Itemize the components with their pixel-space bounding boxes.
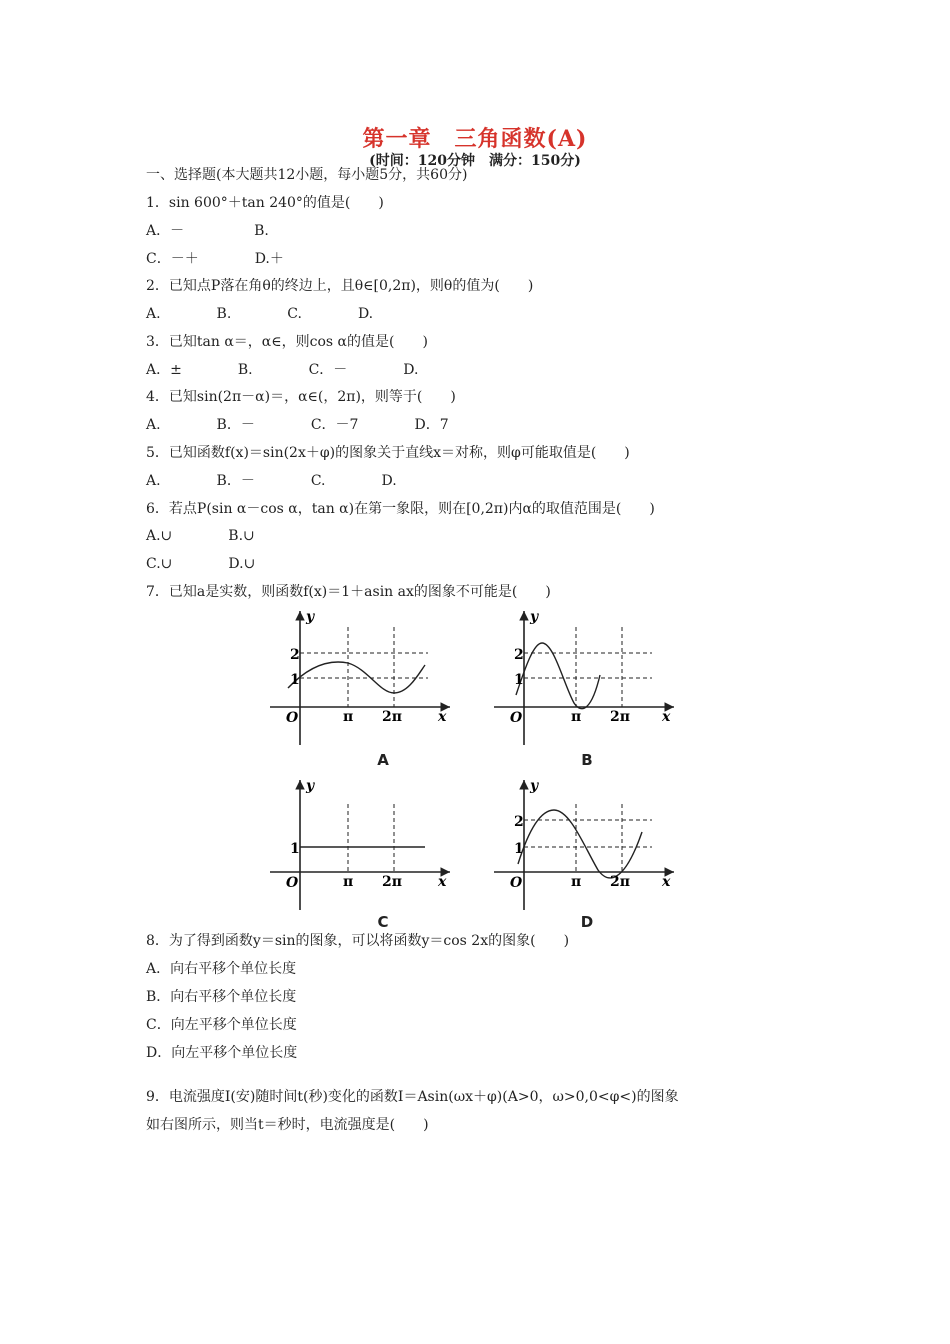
graph-c: [268, 774, 468, 931]
q5-options: A. B．－ C. D.: [146, 473, 397, 489]
question-4: 4．已知sin(2π－α)＝，α∈(，2π)，则等于( ): [146, 389, 456, 405]
question-1: 1．sin 600°＋tan 240°的值是( ): [146, 195, 384, 211]
y-axis-label: y: [306, 778, 315, 794]
y-axis-label: y: [530, 778, 539, 794]
origin-label: O: [286, 875, 299, 891]
question-9-cont: 如右图所示，则当t＝秒时，电流强度是( ): [146, 1117, 429, 1133]
origin-label: O: [286, 710, 299, 726]
question-3: 3．已知tan α＝，α∈，则cos α的值是( ): [146, 334, 428, 350]
q8-option-d: D．向左平移个单位长度: [146, 1045, 298, 1061]
tick-2pi: 2π: [382, 709, 402, 725]
q4-options: A. B．－ C．－7 D．7: [146, 417, 449, 433]
q8-option-a: A．向右平移个单位长度: [146, 961, 297, 977]
q2-options: A. B. C. D.: [146, 306, 374, 322]
q8-option-b: B．向右平移个单位长度: [146, 989, 297, 1005]
graph-label: A: [377, 751, 389, 769]
tick-pi: π: [571, 709, 582, 725]
tick-1: 1: [290, 841, 300, 857]
question-7: 7．已知a是实数，则函数f(x)＝1＋asin ax的图象不可能是( ): [146, 584, 551, 600]
graph-d: [492, 774, 692, 931]
x-axis-label: x: [438, 709, 447, 725]
section-heading: 一、选择题(本大题共12小题，每小题5分，共60分): [146, 167, 468, 183]
graph-label: B: [581, 751, 593, 769]
question-2: 2．已知点P落在角θ的终边上，且θ∈[0,2π)，则θ的值为( ): [146, 278, 534, 294]
q1-options-cd: C．－＋ D.＋: [146, 251, 284, 267]
tick-pi: π: [343, 709, 354, 725]
origin-label: O: [510, 710, 523, 726]
question-8: 8．为了得到函数y＝sin的图象，可以将函数y＝cos 2x的图象( ): [146, 933, 570, 949]
tick-2: 2: [514, 814, 524, 830]
origin-label: O: [510, 875, 523, 891]
q6-options-cd: C.∪ D.∪: [146, 556, 256, 572]
graph-a: [268, 605, 468, 769]
tick-2: 2: [290, 647, 300, 663]
y-axis-label: y: [530, 609, 539, 625]
q8-option-c: C．向左平移个单位长度: [146, 1017, 297, 1033]
page-title: 第一章 三角函数(A): [362, 126, 588, 152]
question-6: 6．若点P(sin α－cos α，tan α)在第一象限，则在[0,2π)内α的取值范围是( ): [146, 501, 655, 517]
exam-info: (时间：120分钟 满分：150分): [369, 153, 581, 169]
x-axis-label: x: [662, 874, 671, 890]
question-5: 5．已知函数f(x)＝sin(2x＋φ)的图象关于直线x＝对称，则φ可能取值是( ): [146, 445, 630, 461]
tick-1: 1: [514, 841, 524, 857]
tick-pi: π: [571, 874, 582, 890]
tick-2: 2: [514, 647, 524, 663]
graph-label: D: [580, 913, 594, 931]
q6-options-ab: A.∪ B.∪: [146, 528, 255, 544]
tick-2pi: 2π: [610, 874, 630, 890]
tick-2pi: 2π: [382, 874, 402, 890]
tick-pi: π: [343, 874, 354, 890]
q3-options: A．± B. C．－ D.: [146, 362, 419, 378]
tick-1: 1: [514, 672, 524, 688]
tick-1: 1: [290, 672, 300, 688]
y-axis-label: y: [306, 609, 315, 625]
graph-label: C: [377, 913, 389, 931]
question-9: 9．电流强度I(安)随时间t(秒)变化的函数I＝Asin(ωx＋φ)(A>0，ω>0,0<φ<)的图象: [146, 1089, 679, 1105]
x-axis-label: x: [438, 874, 447, 890]
tick-2pi: 2π: [610, 709, 630, 725]
x-axis-label: x: [662, 709, 671, 725]
graph-b: [492, 605, 692, 769]
q1-options-ab: A．－ B.: [146, 223, 269, 239]
